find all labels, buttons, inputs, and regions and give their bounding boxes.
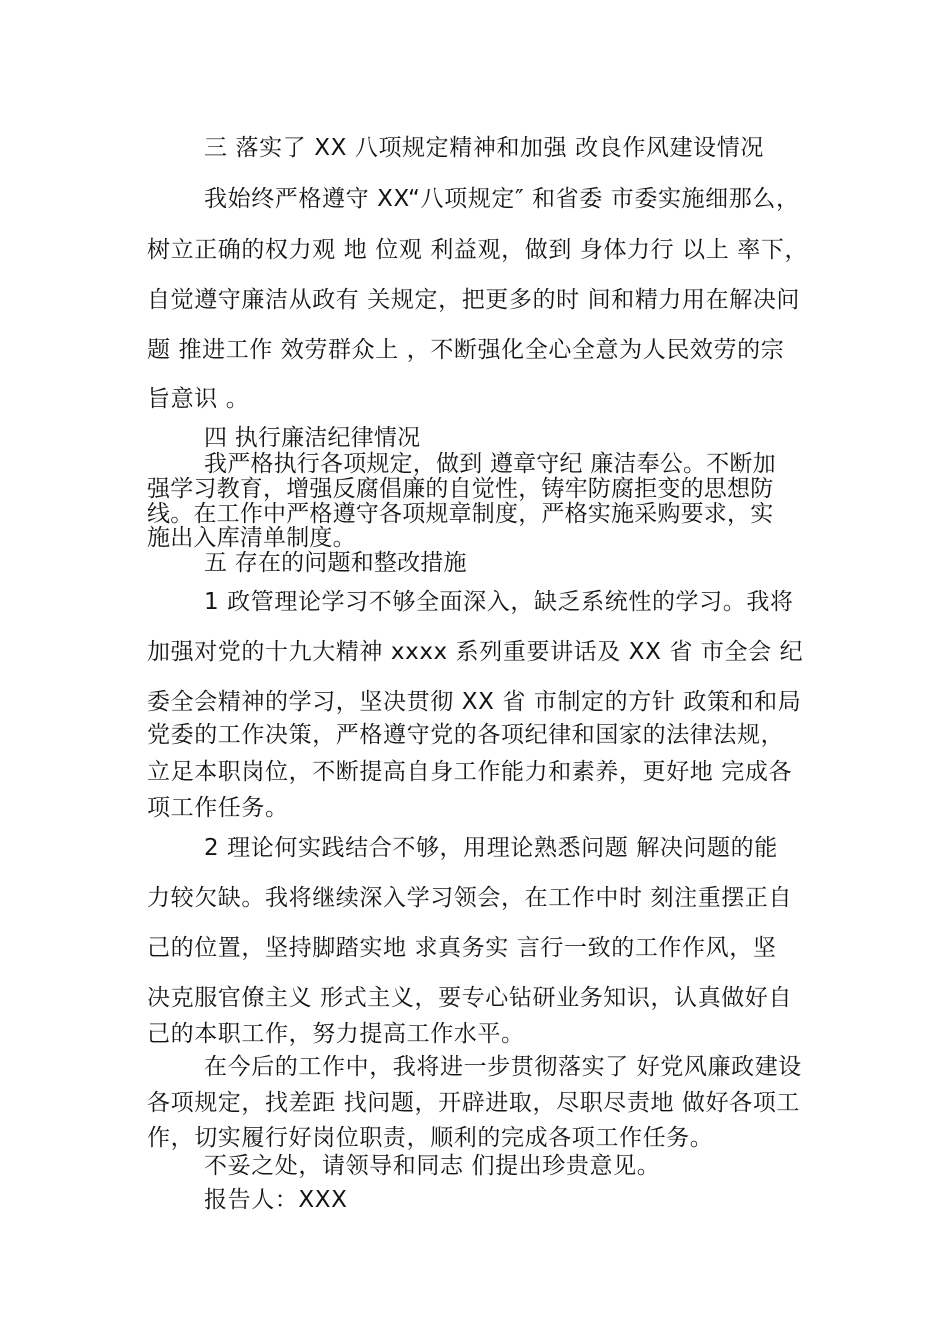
paragraph-line: 项工作任务。 (147, 795, 289, 821)
closing-remark: 不妥之处，请领导和同志 们提出珍贵意见。 (204, 1153, 661, 1179)
paragraph-line: 施出入库清单制度。 (147, 525, 356, 551)
paragraph-line: 己的本职工作，努力提高工作水平。 (147, 1021, 525, 1047)
paragraph-line: 各项规定，找差距 找问题，开辟进取，尽职尽责地 做好各项工 (147, 1090, 801, 1116)
paragraph-line: 我始终严格遵守 XX“八项规定″ 和省委 市委实施细那么， (204, 186, 800, 212)
paragraph-line: 1 政管理论学习不够全面深入，缺乏系统性的学习。我将 (204, 589, 794, 615)
paragraph-line: 加强对党的十九大精神 xxxx 系列重要讲话及 XX 省 市全会 纪 (147, 639, 804, 665)
section-4-heading: 四 执行廉洁纪律情况 (204, 425, 421, 451)
paragraph-line: 线。在工作中严格遵守各项规章制度，严格实施采购要求，实 (147, 501, 774, 527)
paragraph-line: 自觉遵守廉洁从政有 关规定，把更多的时 间和精力用在解决问 (147, 287, 801, 313)
signature: 报告人：XXX (204, 1187, 348, 1213)
paragraph-line: 作，切实履行好岗位职责，顺利的完成各项工作任务。 (147, 1125, 714, 1151)
paragraph-line: 2 理论何实践结合不够，用理论熟悉问题 解决问题的能 (204, 835, 778, 861)
paragraph-line: 在今后的工作中，我将进一步贯彻落实了 好党风廉政建设 (204, 1054, 802, 1080)
section-3-heading: 三 落实了 XX 八项规定精神和加强 改良作风建设情况 (204, 135, 764, 161)
paragraph-line: 党委的工作决策，严格遵守党的各项纪律和国家的法律法规， (147, 722, 785, 748)
paragraph-line: 决克服官僚主义 形式主义，要专心钻研业务知识，认真做好自 (147, 985, 793, 1011)
section-5-heading: 五 存在的问题和整改措施 (204, 550, 467, 576)
paragraph-line: 力较欠缺。我将继续深入学习领会，在工作中时 刻注重摆正自 (147, 885, 793, 911)
paragraph-line: 题 推进工作 效劳群众上 ，不断强化全心全意为人民效劳的宗 (147, 337, 785, 363)
paragraph-line: 委全会精神的学习，坚决贯彻 XX 省 市制定的方针 政策和和局 (147, 689, 802, 715)
paragraph-line: 强学习教育，增强反腐倡廉的自觉性，铸牢防腐拒变的思想防 (147, 476, 774, 502)
paragraph-line: 树立正确的权力观 地 位观 利益观，做到 身体力行 以上 率下， (147, 237, 809, 263)
paragraph-line: 我严格执行各项规定，做到 遵章守纪 廉洁奉公。不断加 (204, 451, 776, 477)
paragraph-line: 旨意识 。 (147, 386, 250, 412)
paragraph-line: 己的位置，坚持脚踏实地 求真务实 言行一致的工作作风，坚 (147, 935, 777, 961)
paragraph-line: 立足本职岗位，不断提高自身工作能力和素养，更好地 完成各 (147, 759, 793, 785)
